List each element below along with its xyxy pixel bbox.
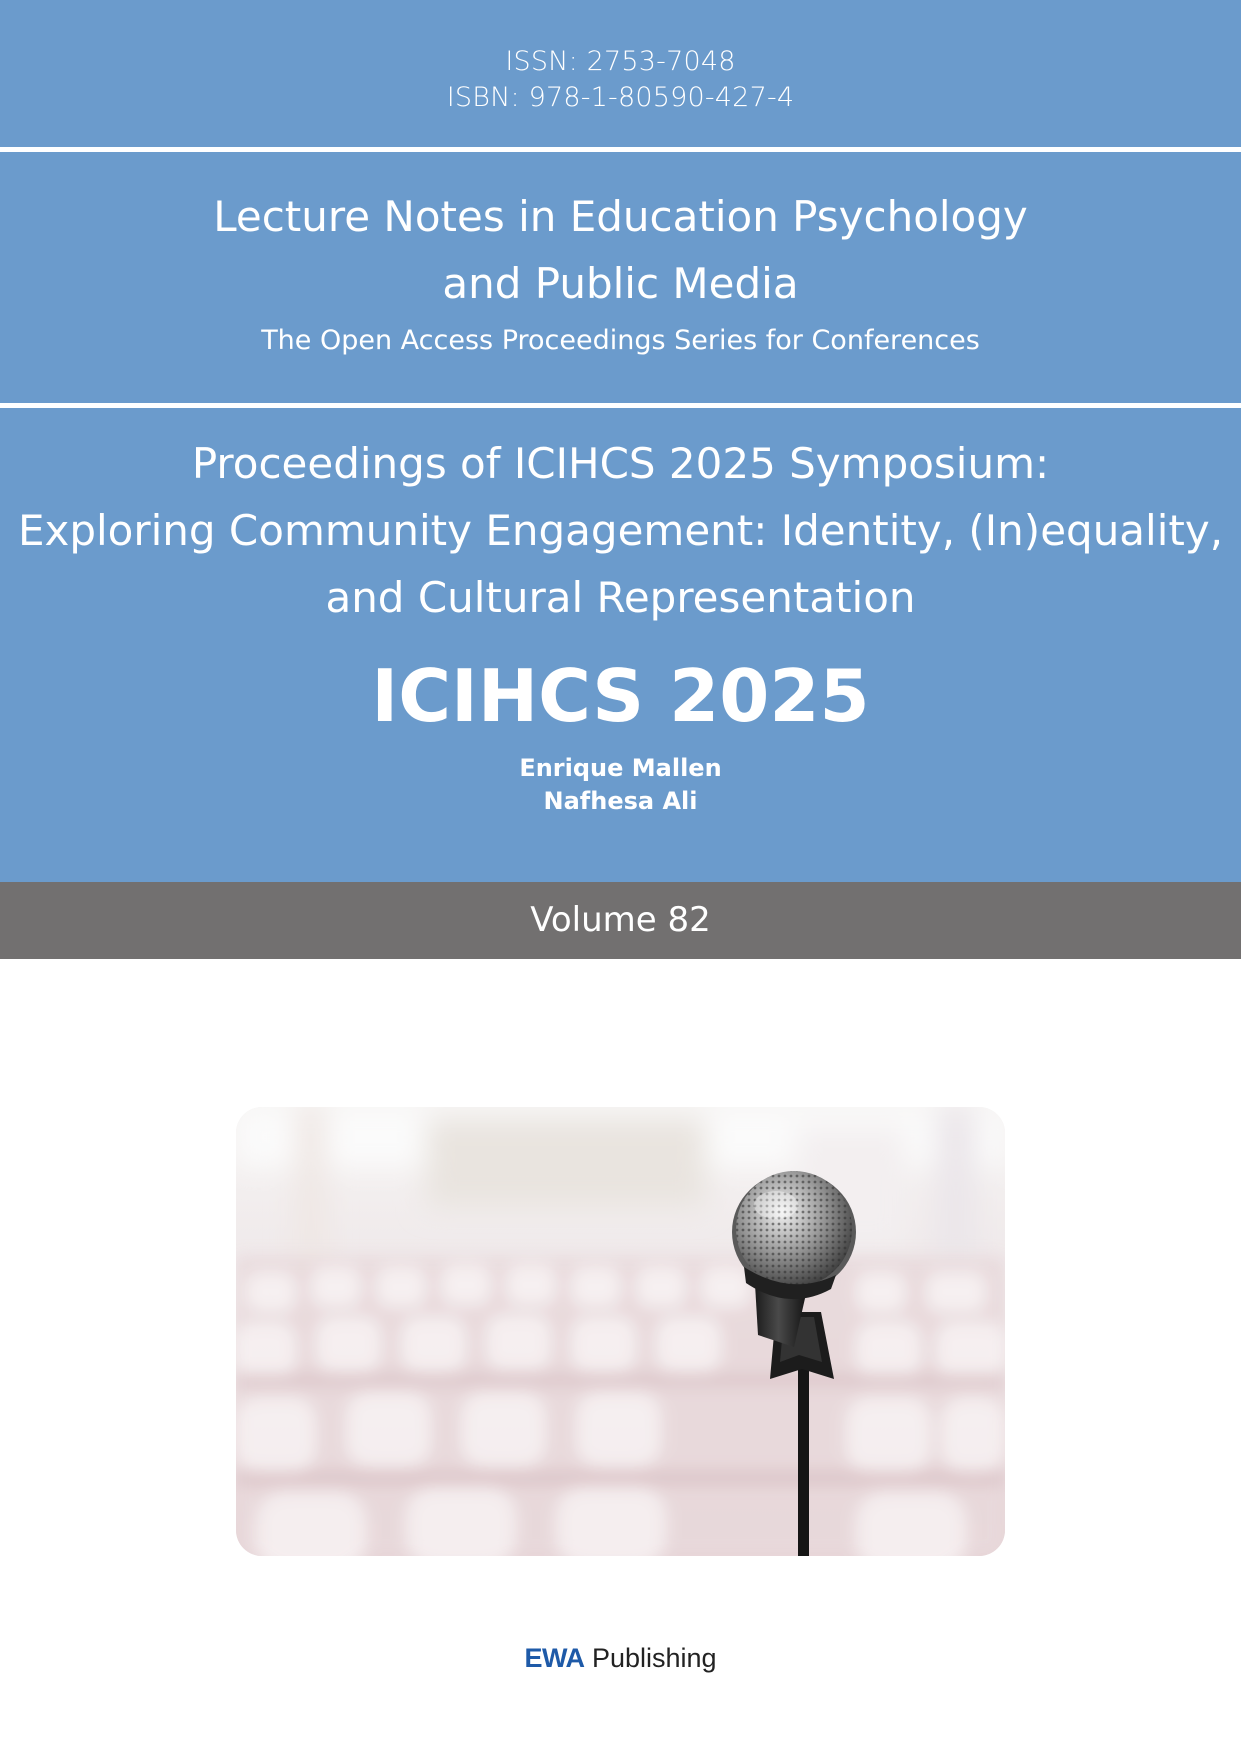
volume-label: Volume 82 [0, 882, 1241, 959]
proceedings-title-line-2: Exploring Community Engagement: Identity, (In)equality, [17, 506, 1224, 555]
proceedings-band [0, 408, 1241, 882]
conference-hall-image [236, 1107, 1005, 1556]
cover-photo [236, 1107, 1005, 1556]
issn-isbn-band [0, 0, 1241, 147]
isbn-text: ISBN: 978-1-80590-427-4 [446, 82, 795, 113]
issn-text: ISSN: 2753-7048 [505, 46, 736, 77]
editor-name-2: Nafhesa Ali [543, 787, 698, 815]
conference-acronym: ICIHCS 2025 [371, 654, 870, 738]
series-subtitle: The Open Access Proceedings Series for Conferences [261, 325, 980, 356]
series-band [0, 152, 1241, 403]
publisher-brand: EWA [524, 1643, 585, 1673]
publisher-name: Publishing [591, 1643, 717, 1673]
series-title-line-2: and Public Media [442, 259, 799, 308]
proceedings-title-line-1: Proceedings of ICIHCS 2025 Symposium: [191, 439, 1050, 488]
publisher-logo [0, 1640, 1241, 1676]
series-title-line-1: Lecture Notes in Education Psychology [213, 192, 1028, 241]
editor-name-1: Enrique Mallen [519, 754, 722, 782]
proceedings-title-line-3: and Cultural Representation [325, 573, 916, 622]
